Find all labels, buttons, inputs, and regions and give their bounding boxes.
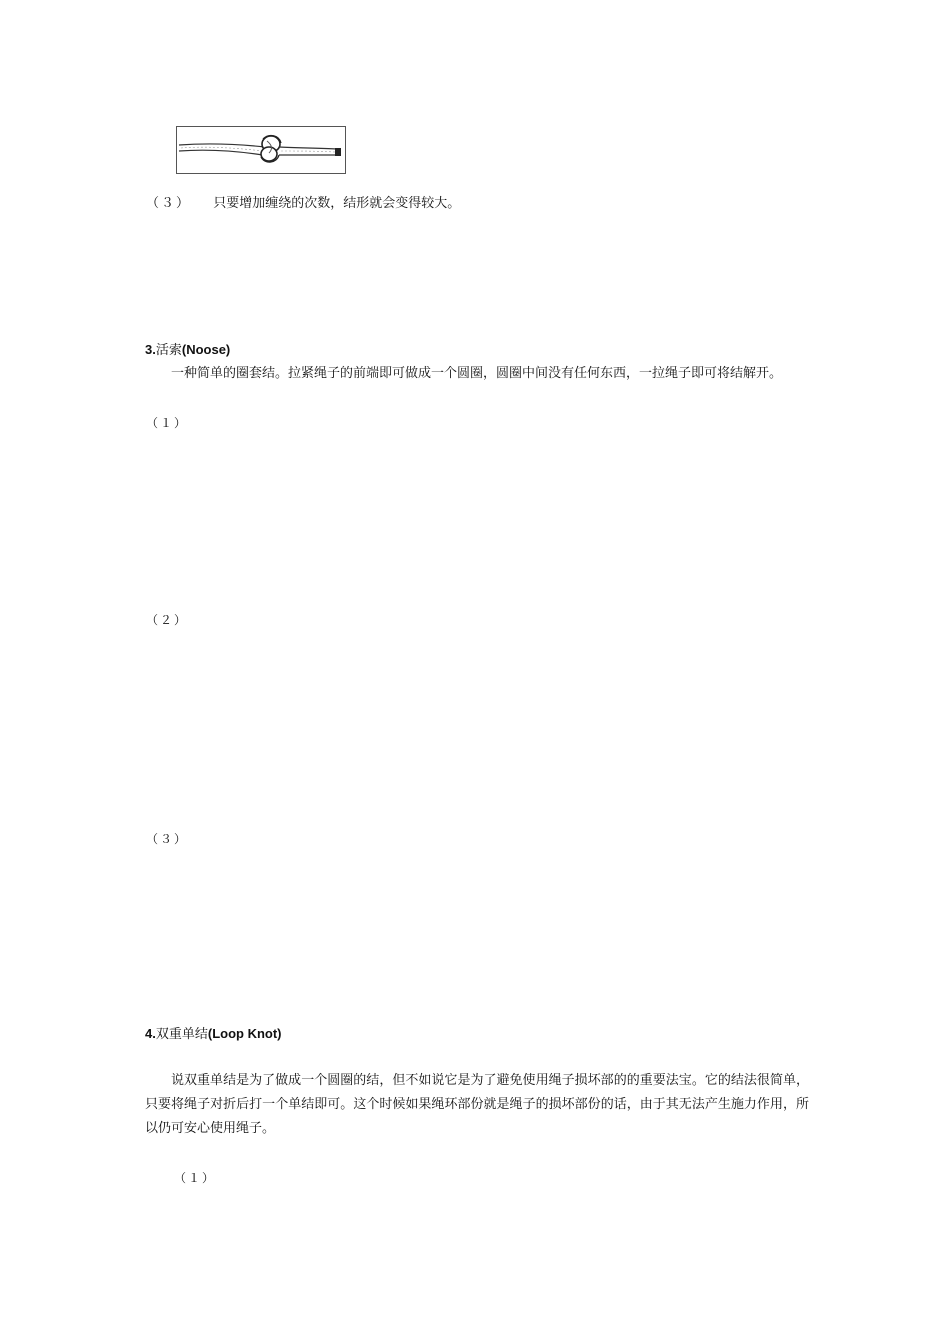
prev-step3-text: 只要增加缠绕的次数，结形就会变得较大。 xyxy=(213,196,461,211)
noose-paragraph: 一种简单的圈套结。拉紧绳子的前端即可做成一个圆圈，圆圈中间没有任何东西，一拉绳子即可将结解开。 xyxy=(171,366,783,381)
prev-step3-line xyxy=(146,192,460,216)
prev-step3-label: （３） xyxy=(146,196,192,211)
noose-number: 3. xyxy=(145,342,156,357)
noose-title-zh: 活索 xyxy=(155,343,182,358)
noose-heading xyxy=(145,340,230,361)
loop-number: 4. xyxy=(145,1026,156,1041)
loop-heading xyxy=(145,1024,282,1045)
noose-step2: （２） xyxy=(146,613,189,627)
loop-paragraph: 说双重单结是为了做成一个圆圈的结，但不如说它是为了避免使用绳子损坏部的的重要法宝。它的结法很简单，只要将绳子对折后打一个单结即可。这个时候如果绳环部份就是绳子的损坏部份的话，由于其无法产生施力作用，所以仍可安心使用绳子。 xyxy=(145,1073,809,1136)
loop-title-en: (Loop Knot) xyxy=(207,1026,282,1041)
noose-step1: （１） xyxy=(146,416,189,430)
loop-title-zh: 双重单结 xyxy=(155,1027,208,1042)
loop-step1: （１） xyxy=(174,1171,217,1185)
noose-title-en: (Noose) xyxy=(181,342,231,357)
noose-step3: （３） xyxy=(146,832,189,846)
knot-illustration xyxy=(176,126,346,174)
knot-drawing xyxy=(177,127,345,173)
